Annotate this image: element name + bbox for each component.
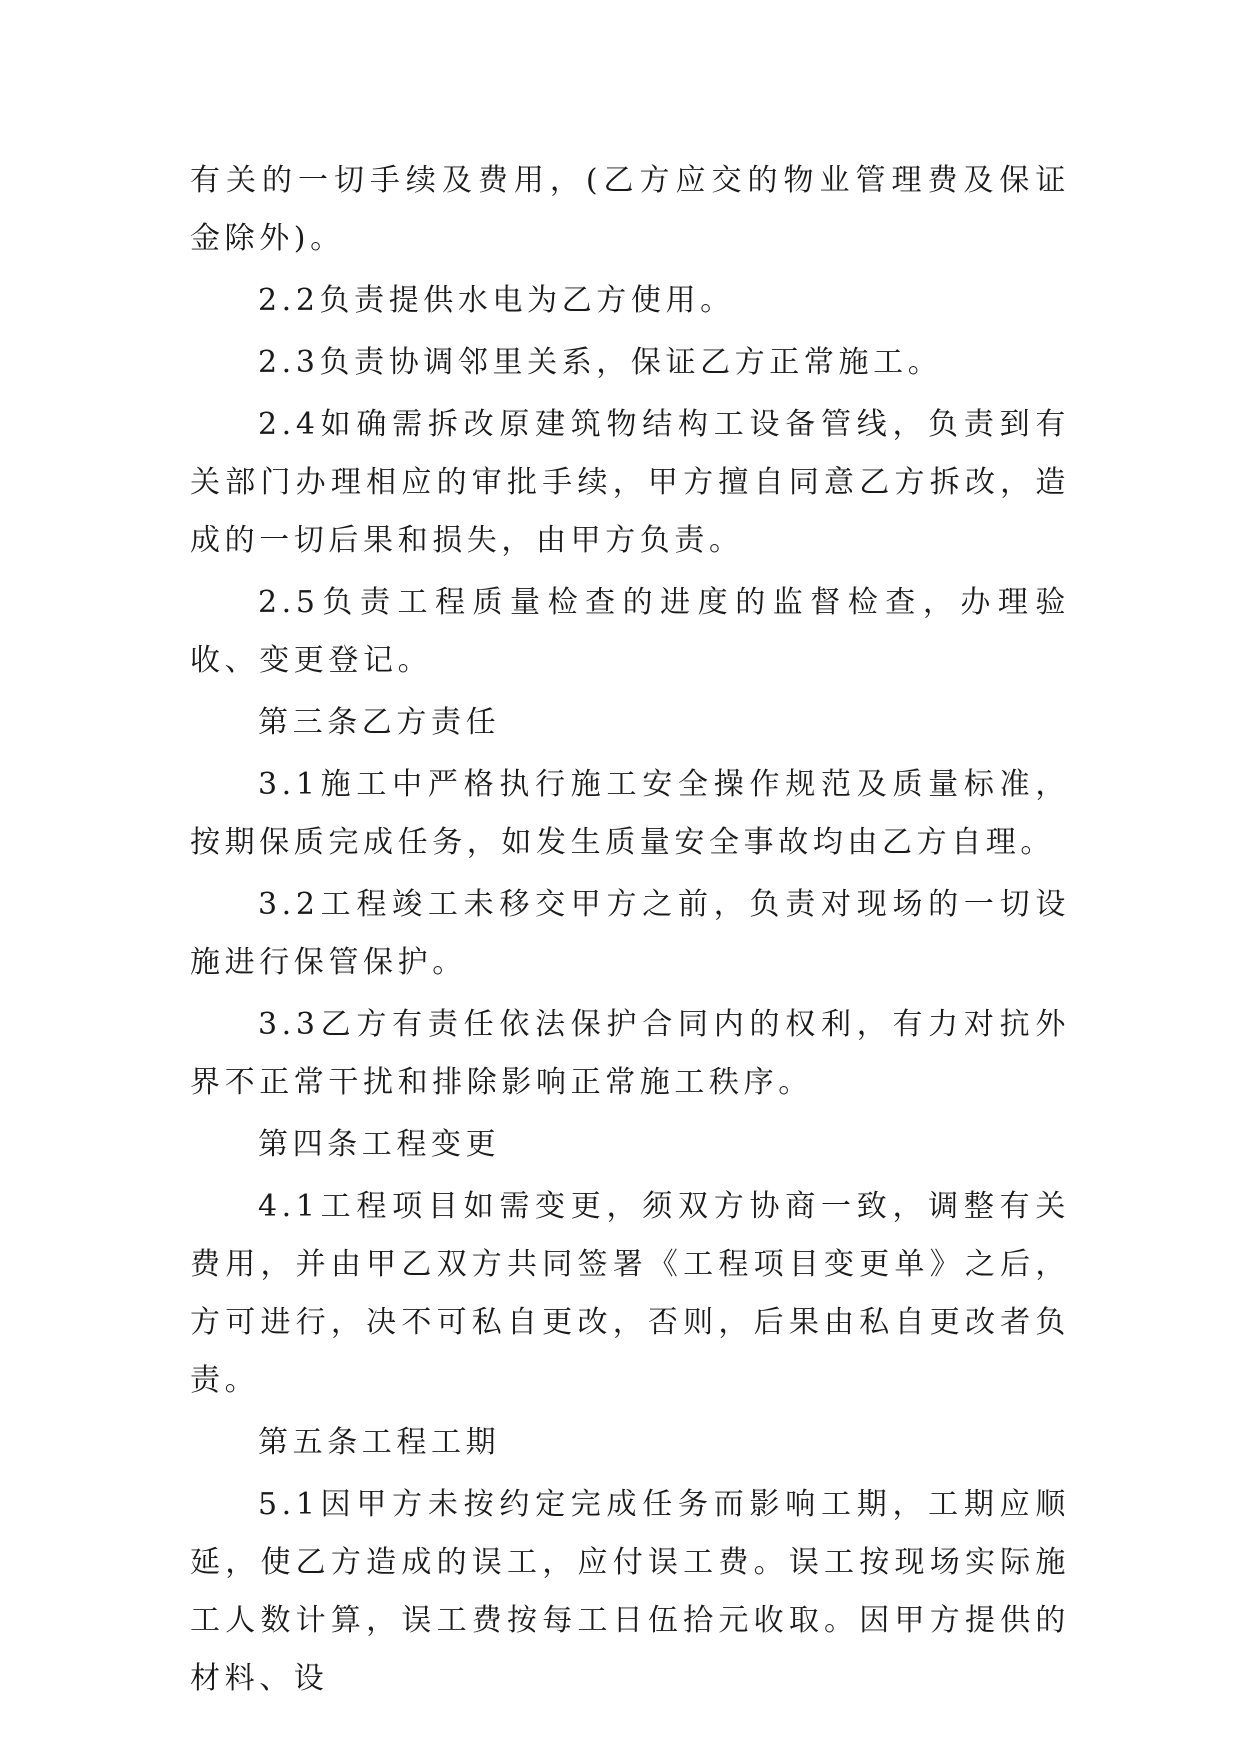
paragraph-continuation: 有关的一切手续及费用，(乙方应交的物业管理费及保证金除外)。: [190, 163, 1070, 256]
paragraph-clause-2-3: 2.3负责协调邻里关系，保证乙方正常施工。: [258, 345, 943, 380]
paragraph-clause-4-1: 4.1工程项目如需变更，须双方协商一致，调整有关费用，并由甲乙双方共同签署《工程项目变更单》之后，方可进行，决不可私自更改，否则，后果由私自更改者负责。: [190, 1189, 1070, 1398]
paragraph-clause-2-4: 2.4如确需拆改原建筑物结构工设备管线，负责到有关部门办理相应的审批手续，甲方擅自同意乙方拆改，造成的一切后果和损失，由甲方负责。: [190, 407, 1070, 558]
paragraph-clause-3-1: 3.1施工中严格执行施工安全操作规范及质量标准，按期保质完成任务，如发生质量安全事故均由乙方自理。: [190, 767, 1070, 860]
paragraph-clause-3-3: 3.3乙方有责任依法保护合同内的权利，有力对抗外界不正常干扰和排除影响正常施工秩序。: [190, 1007, 1070, 1100]
paragraph-clause-2-5: 2.5负责工程质量检查的进度的监督检查，办理验收、变更登记。: [190, 585, 1070, 678]
paragraph-clause-5-1: 5.1因甲方未按约定完成任务而影响工期，工期应顺延，使乙方造成的误工，应付误工费。误工按现场实际施工人数计算，误工费按每工日伍拾元收取。因甲方提供的材料、设: [190, 1487, 1070, 1696]
section-heading-article-5: 第五条工程工期: [258, 1425, 501, 1460]
document-body: [190, 152, 1070, 1712]
paragraph-clause-2-2: 2.2负责提供水电为乙方使用。: [258, 283, 735, 318]
section-heading-article-4: 第四条工程变更: [258, 1127, 501, 1162]
section-heading-article-3: 第三条乙方责任: [258, 705, 501, 740]
paragraph-clause-3-2: 3.2工程竣工未移交甲方之前，负责对现场的一切设施进行保管保护。: [190, 887, 1070, 980]
